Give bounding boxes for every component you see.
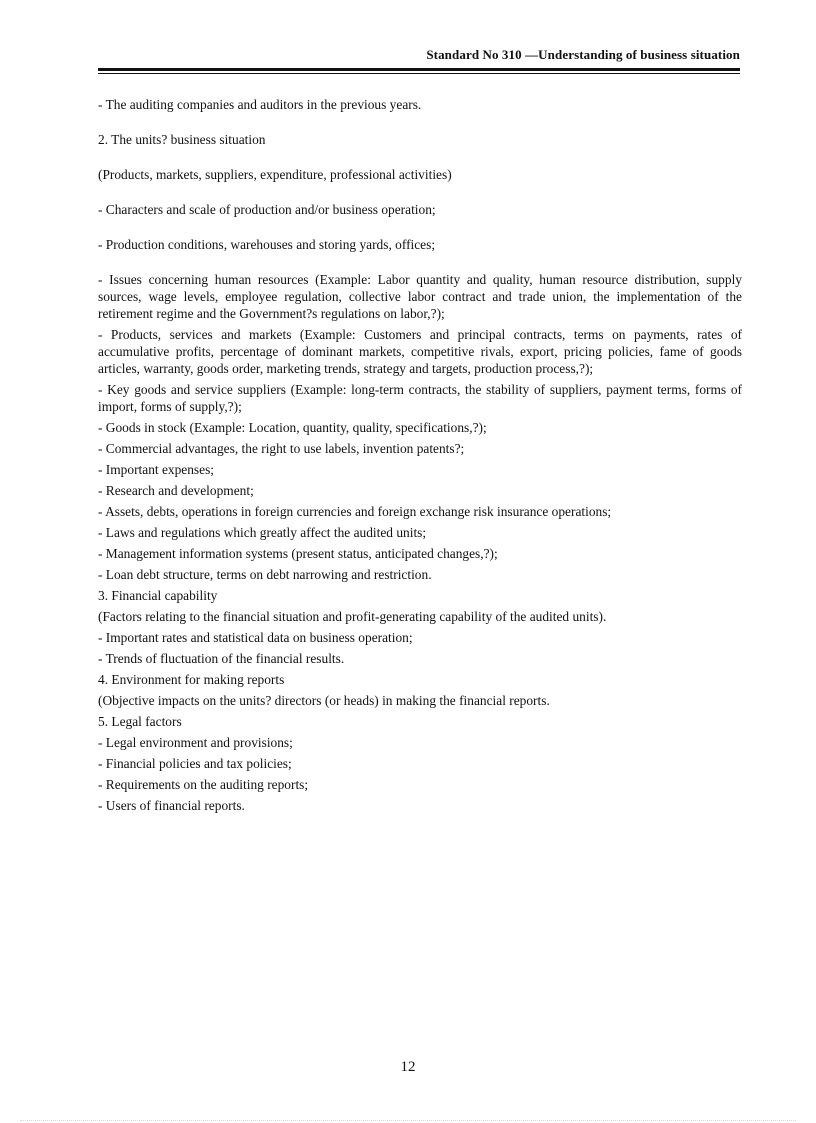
list-item: - Loan debt structure, terms on debt narrowing and restriction. [98, 567, 432, 582]
section-heading-reporting-environment: 4. Environment for making reports [98, 672, 285, 687]
paragraph-financial-scope: (Factors relating to the financial situation and profit-generating capability of the audited units). [98, 609, 607, 624]
list-item: - Commercial advantages, the right to use labels, invention patents?; [98, 441, 465, 456]
list-item: - Management information systems (present status, anticipated changes,?); [98, 546, 498, 561]
list-item: - Laws and regulations which greatly affect the audited units; [98, 525, 427, 540]
list-item: - Assets, debts, operations in foreign currencies and foreign exchange risk insurance operations; [98, 504, 612, 519]
list-item: - Important expenses; [98, 462, 215, 477]
list-item: - Financial policies and tax policies; [98, 756, 292, 771]
section-heading-business-situation: 2. The units? business situation [98, 132, 266, 147]
page-bottom-edge [20, 1120, 796, 1121]
list-item: - Trends of fluctuation of the financial results. [98, 651, 345, 666]
list-item: - Goods in stock (Example: Location, quantity, quality, specifications,?); [98, 420, 487, 435]
page-number: 12 [400, 1059, 416, 1075]
document-body [98, 96, 742, 814]
list-item: - Requirements on the auditing reports; [98, 777, 309, 792]
list-item: - Legal environment and provisions; [98, 735, 293, 750]
header-rule-thick [98, 68, 740, 71]
section-heading-legal-factors: 5. Legal factors [98, 714, 182, 729]
list-item: - Research and development; [98, 483, 254, 498]
list-item: - Products, services and markets (Example: Customers and principal contracts, terms on payments, rates of accumulative profits, percentage of dominant markets, competitive rivals, export, pricing policies, fame of goods articles, warranty, goods order, marketing trends, strategy and targets, production process,?); [98, 327, 742, 376]
list-item: - Important rates and statistical data on business operation; [98, 630, 413, 645]
paragraph-business-scope: (Products, markets, suppliers, expenditure, professional activities) [98, 167, 452, 182]
running-header: Standard No 310 —Understanding of business situation [426, 47, 740, 62]
paragraph-previous-auditors: - The auditing companies and auditors in the previous years. [98, 97, 422, 112]
list-item: - Issues concerning human resources (Example: Labor quantity and quality, human resource distribution, supply sources, wage levels, employee regulation, collective labor contract and trade union, the implementation of the retirement regime and the Government?s regulations on labor,?); [98, 272, 742, 321]
section-heading-financial-capability: 3. Financial capability [98, 588, 218, 603]
list-item: - Characters and scale of production and/or business operation; [98, 202, 436, 217]
list-item: - Users of financial reports. [98, 798, 245, 813]
header-rule-thin [98, 73, 740, 74]
list-item: - Key goods and service suppliers (Example: long-term contracts, the stability of suppliers, payment terms, forms of import, forms of supply,?); [98, 382, 742, 414]
list-item: - Production conditions, warehouses and storing yards, offices; [98, 237, 436, 252]
paragraph-reporting-scope: (Objective impacts on the units? directors (or heads) in making the financial reports. [98, 693, 550, 708]
